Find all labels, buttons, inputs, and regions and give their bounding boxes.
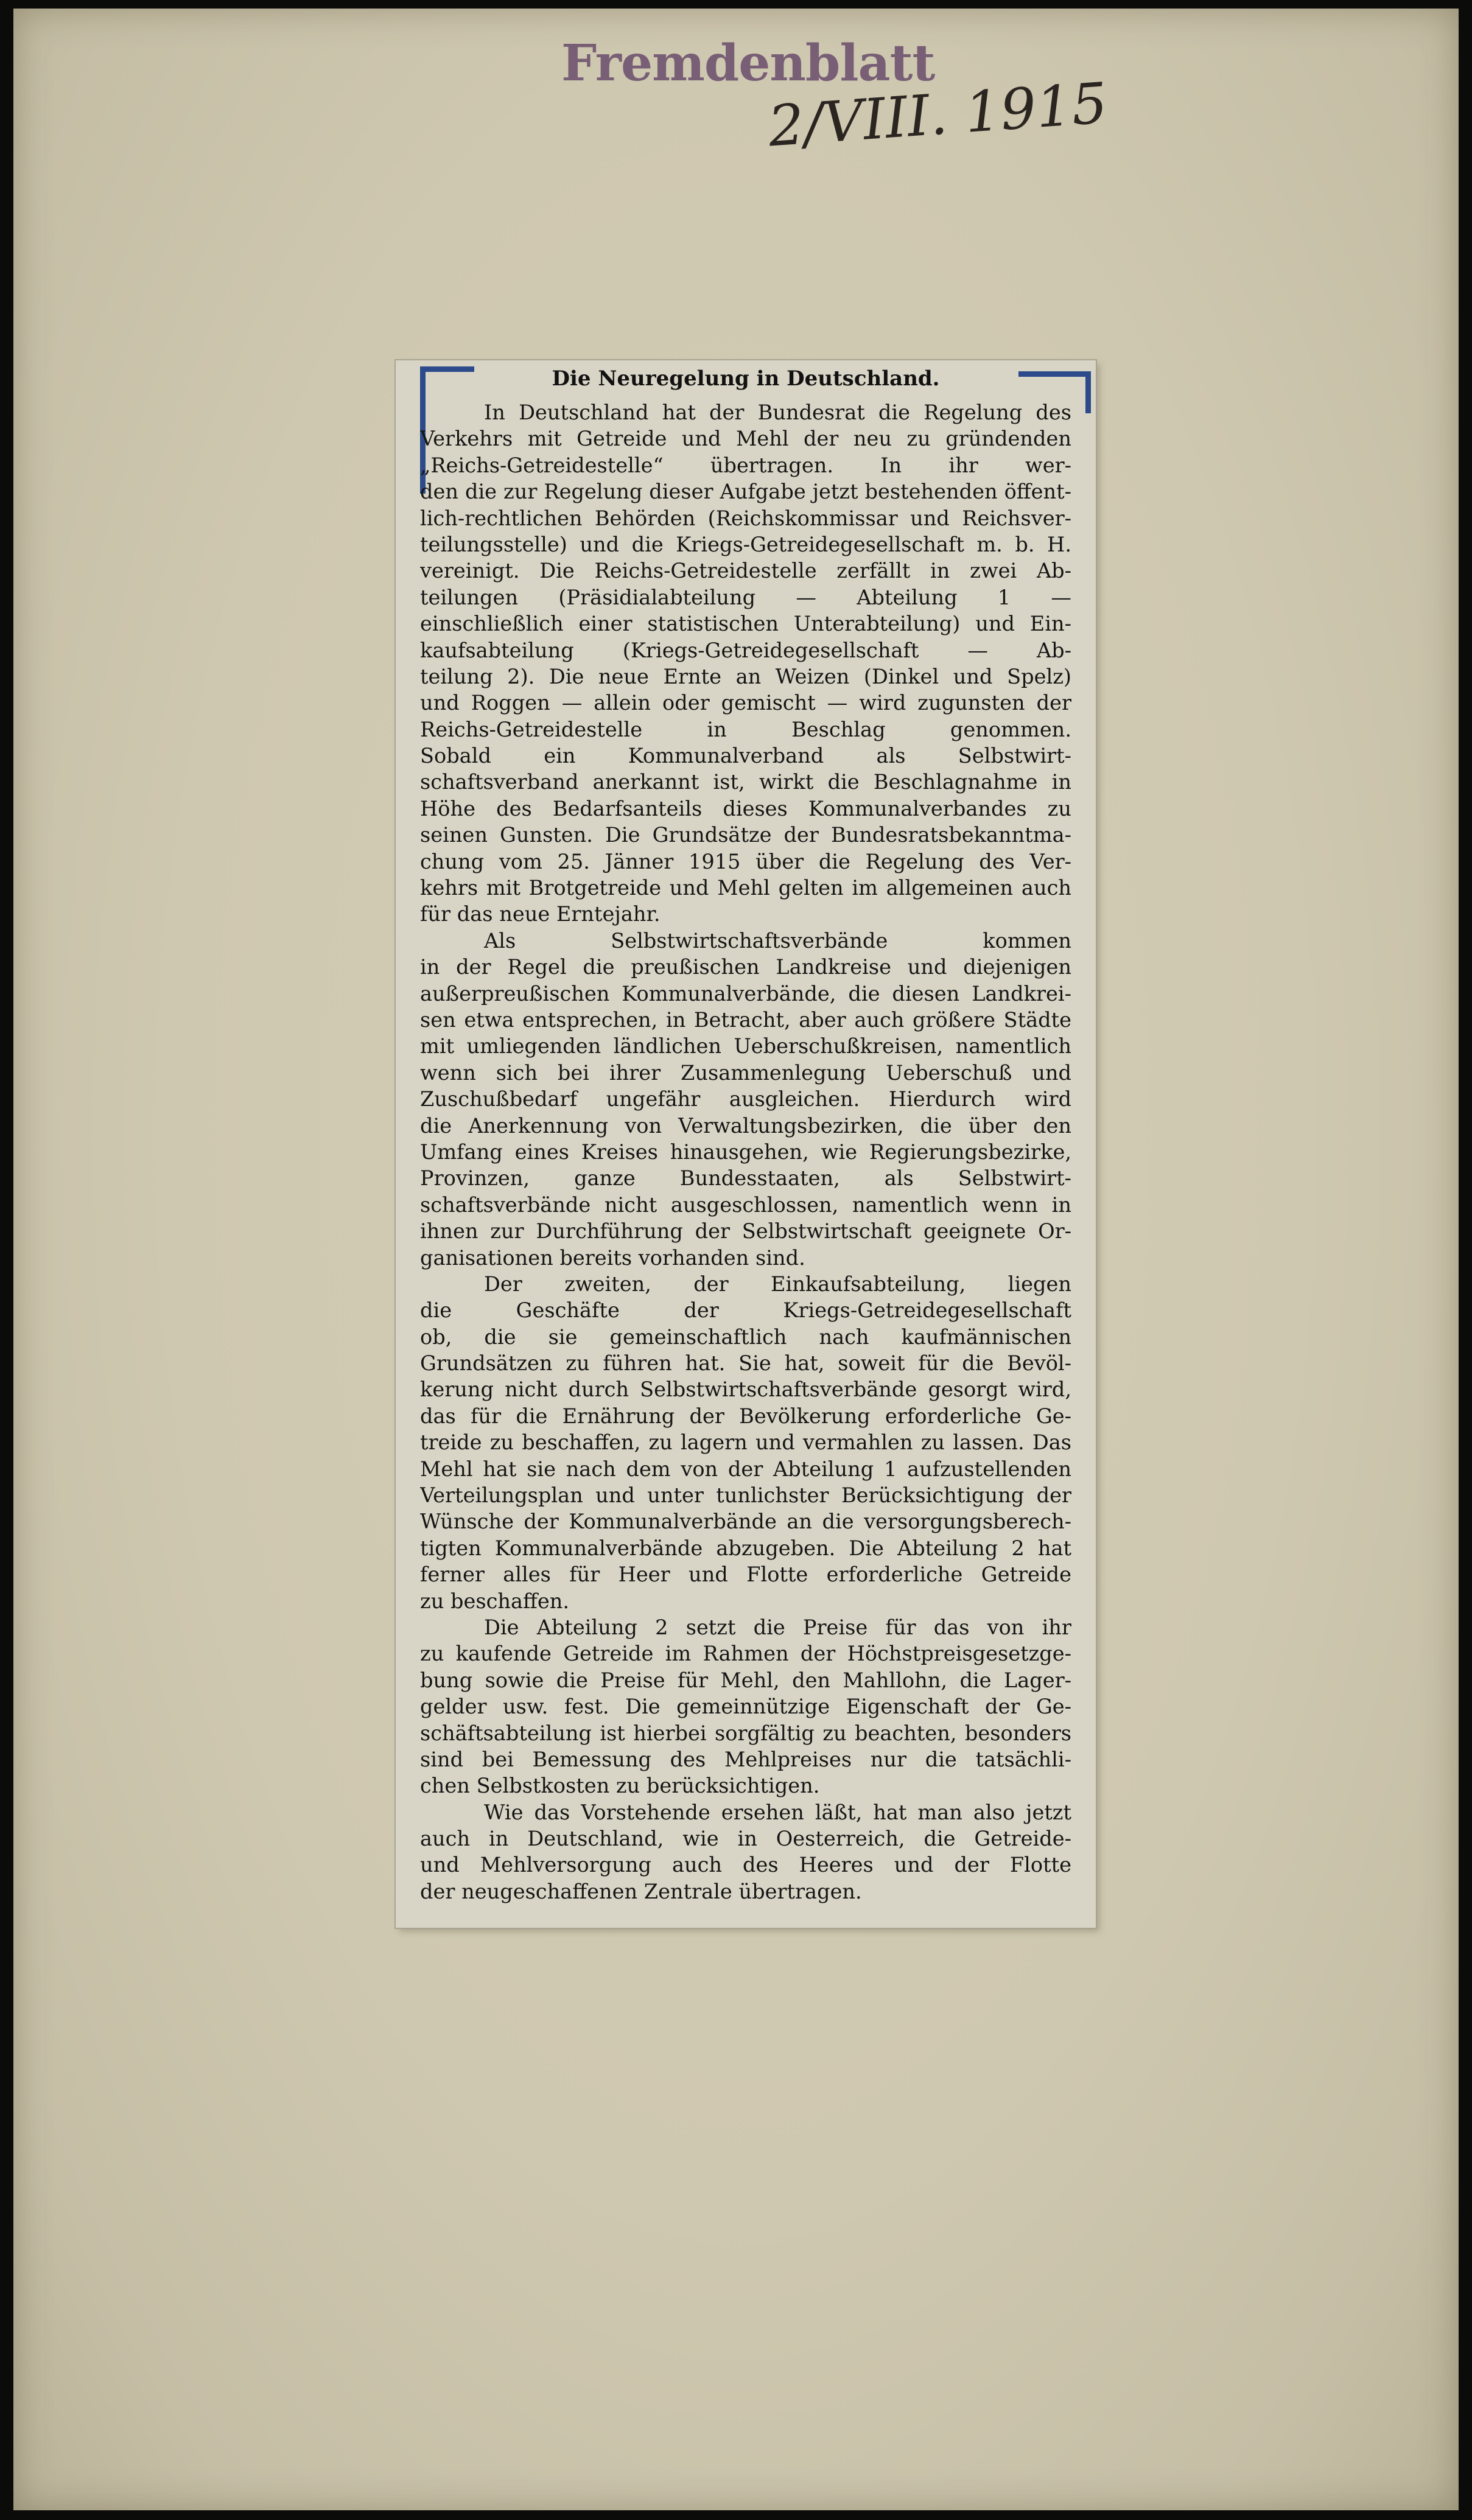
article-line: Zuschußbedarf ungefähr ausgleichen. Hierdurch wird: [420, 1087, 1071, 1111]
article-line: zu beschaffen.: [420, 1589, 570, 1613]
article-line: Umfang eines Kreises hinausgehen, wie Regierungsbezirke,: [420, 1139, 1071, 1164]
article-line: In Deutschland hat der Bundesrat die Regelung des: [484, 401, 1071, 424]
article-line: tigten Kommunalverbände abzugeben. Die Abteilung 2 hat: [420, 1536, 1071, 1560]
article-line: seinen Gunsten. Die Grundsätze der Bundesratsbekanntma-: [420, 823, 1071, 847]
article-line: Wie das Vorstehende ersehen läßt, hat man also jetzt: [484, 1800, 1071, 1824]
article-line: einschließlich einer statistischen Unterabteilung) und Ein-: [420, 612, 1071, 636]
article-line: schäftsabteilung ist hierbei sorgfältig zu beachten, besonders: [420, 1721, 1071, 1745]
article-line: kehrs mit Brotgetreide und Mehl gelten im allgemeinen auch: [420, 876, 1071, 900]
handwritten-date: 2/VIII. 1915: [766, 70, 1110, 159]
newspaper-stamp: Fremdenblatt: [561, 34, 935, 93]
article-line: Verkehrs mit Getreide und Mehl der neu zu gründenden: [420, 427, 1071, 451]
article-line: auch in Deutschland, wie in Oesterreich, die Getreide-: [420, 1827, 1071, 1851]
article-line: bung sowie die Preise für Mehl, den Mahllohn, die Lager-: [420, 1668, 1071, 1692]
article-line: ihnen zur Durchführung der Selbstwirtschaft geeignete Or-: [420, 1219, 1071, 1244]
article-line: außerpreußischen Kommunalverbände, die diesen Landkrei-: [420, 981, 1071, 1006]
article-line: chung vom 25. Jänner 1915 über die Regelung des Ver-: [420, 849, 1071, 873]
article-line: für das neue Erntejahr.: [420, 902, 661, 926]
article-line: sind bei Bemessung des Mehlpreises nur die tatsächli-: [420, 1747, 1071, 1771]
article-line: sen etwa entsprechen, in Betracht, aber auch größere Städte: [420, 1007, 1071, 1032]
article-line: „Reichs-Getreidestelle“ übertragen. In ihr wer-: [420, 453, 1071, 477]
article-line: Als Selbstwirtschaftsverbände kommen: [484, 928, 1071, 953]
article-line: teilungen (Präsidialabteilung — Abteilung 1 —: [420, 585, 1071, 609]
article-line: ob, die sie gemeinschaftlich nach kaufmännischen: [420, 1325, 1071, 1349]
article-line: schaftsverband anerkannt ist, wirkt die Beschlagnahme in: [420, 770, 1071, 794]
article-line: der neugeschaffenen Zentrale übertragen.: [420, 1879, 862, 1903]
article-line: mit umliegenden ländlichen Ueberschußkreisen, namentlich: [420, 1034, 1071, 1059]
article-line: zu kaufende Getreide im Rahmen der Höchstpreisgesetzge-: [420, 1642, 1071, 1666]
article-line: das für die Ernährung der Bevölkerung erforderliche Ge-: [420, 1404, 1071, 1428]
article-line: Verteilungsplan und unter tunlichster Berücksichtigung der: [420, 1483, 1071, 1508]
article-line: Provinzen, ganze Bundesstaaten, als Selbstwirt-: [420, 1166, 1071, 1191]
article-line: gelder usw. fest. Die gemeinnützige Eigenschaft der Ge-: [420, 1695, 1071, 1719]
article-line: kerung nicht durch Selbstwirtschaftsverbände gesorgt wird,: [420, 1377, 1071, 1402]
article-line: vereinigt. Die Reichs-Getreidestelle zerfällt in zwei Ab-: [420, 559, 1071, 583]
article-line: Grundsätzen zu führen hat. Sie hat, soweit für die Bevöl-: [420, 1351, 1071, 1376]
article-line: wenn sich bei ihrer Zusammenlegung Ueberschuß und: [420, 1060, 1071, 1085]
article-line: teilung 2). Die neue Ernte an Weizen (Dinkel und Spelz): [420, 664, 1071, 688]
article-line: teilungsstelle) und die Kriegs-Getreidegesellschaft m. b. H.: [420, 532, 1071, 556]
newspaper-clipping: [396, 360, 1096, 1928]
article-line: chen Selbstkosten zu berücksichtigen.: [420, 1774, 820, 1798]
article-line: Sobald ein Kommunalverband als Selbstwirt-: [420, 744, 1071, 768]
article-line: Reichs-Getreidestelle in Beschlag genommen.: [420, 717, 1071, 741]
article-line: lich-rechtlichen Behörden (Reichskommissar und Reichsver-: [420, 506, 1071, 530]
article-line: Höhe des Bedarfsanteils dieses Kommunalverbandes zu: [420, 796, 1071, 821]
article-line: schaftsverbände nicht ausgeschlossen, namentlich wenn in: [420, 1192, 1071, 1217]
article-line: die Anerkennung von Verwaltungsbezirken, die über den: [420, 1113, 1071, 1138]
article-body: [420, 399, 1071, 1915]
archive-sheet: [13, 9, 1459, 2510]
article-line: Die Abteilung 2 setzt die Preise für das von ihr: [484, 1615, 1071, 1639]
article-line: kaufsabteilung (Kriegs-Getreidegesellschaft — Ab-: [420, 638, 1071, 662]
article-line: ganisationen bereits vorhanden sind.: [420, 1245, 805, 1270]
article-headline: Die Neuregelung in Deutschland.: [552, 366, 940, 391]
article-line: treide zu beschaffen, zu lagern und vermahlen zu lassen. Das: [420, 1430, 1071, 1455]
article-line: Mehl hat sie nach dem von der Abteilung 1 aufzustellenden: [420, 1457, 1071, 1481]
article-line: in der Regel die preußischen Landkreise und diejenigen: [420, 955, 1071, 979]
article-line: und Roggen — allein oder gemischt — wird zugunsten der: [420, 691, 1071, 715]
article-line: Wünsche der Kommunalverbände an die versorgungsberech-: [420, 1510, 1071, 1534]
article-line: die Geschäfte der Kriegs-Getreidegesellschaft: [420, 1298, 1071, 1323]
article-line: ferner alles für Heer und Flotte erforderliche Getreide: [420, 1563, 1071, 1587]
article-line: Der zweiten, der Einkaufsabteilung, liegen: [484, 1272, 1071, 1296]
article-line: den die zur Regelung dieser Aufgabe jetzt bestehenden öffent-: [420, 480, 1071, 504]
article-line: und Mehlversorgung auch des Heeres und der Flotte: [420, 1853, 1071, 1877]
